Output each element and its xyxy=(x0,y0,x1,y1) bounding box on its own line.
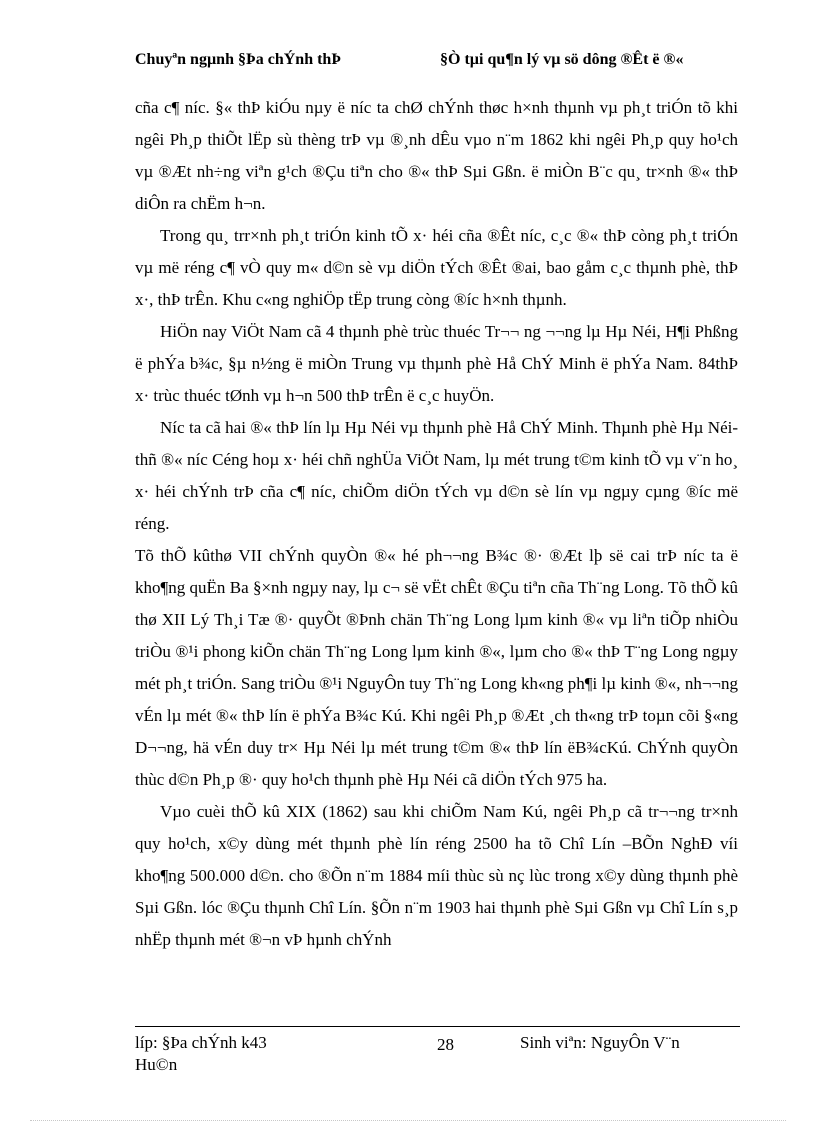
page-edge-divider xyxy=(30,1120,786,1121)
page-header xyxy=(135,50,740,94)
footer-divider xyxy=(135,1026,740,1027)
paragraph: HiÖn nay ViÖt Nam cã 4 thµnh phè trùc thuéc Tr¬¬ ng ¬¬ng lµ Hµ Néi, H¶i Phßng ë phÝa b¾c, §µ n½ng ë miÒn Trung vµ thµnh phè Hå ChÝ Minh ë phÝa Nam. 84thÞ x· trùc thuéc tØnh vµ h¬n 500 thÞ trÊn ë c¸c huyÖn. xyxy=(135,322,738,405)
paragraph: Vµo cuèi thÕ kû XIX (1862) sau khi chiÕm Nam Kú, ngêi Ph¸p cã tr¬¬ng tr×nh quy ho¹ch, x©y dùng mét thµnh phè lín réng 2500 ha tõ Chî Lín –BÕn NghÐ víi kho¶ng 500.000 d©n. cho ®Õn n¨m 1884 míi thùc sù nç lùc trong x©y dùng thµnh phè Sµi Gßn. lóc ®Çu thµnh Chî Lín. §Õn n¨m 1903 hai thµnh phè Sµi Gßn vµ Chî Lín s¸p nhËp thµnh mét ®¬n vÞ hµnh chÝnh xyxy=(135,802,738,949)
body-text xyxy=(135,92,738,956)
page-number: 28 xyxy=(437,1035,454,1054)
paragraph: Trong qu¸ trr×nh ph¸t triÓn kinh tÕ x· héi cña ®Êt níc, c¸c ®« thÞ còng ph¸t triÓn vµ më réng c¶ vÒ quy m« d©n sè vµ diÖn tÝch ®Êt ®ai, bao gåm c¸c thµnh phè, thÞ x·, thÞ trÊn. Khu c«ng nghiÖp tËp trung còng ®íc h×nh thµnh. xyxy=(135,226,738,309)
paragraph: cña c¶ níc. §« thÞ kiÓu nµy ë níc ta chØ chÝnh thøc h×nh thµnh vµ ph¸t triÓn tõ khi ngêi Ph¸p thiÕt lËp sù thèng trÞ vµ ®¸nh dÊu vµo n¨m 1862 khi ngêi Ph¸p quy ho¹ch vµ ®Æt nh÷ng viªn g¹ch ®Çu tiªn cho ®« thÞ Sµi Gßn. ë miÒn B¨c qu¸ tr×nh ®« thÞ diÔn ra chËm h¬n. xyxy=(135,98,738,213)
page-footer xyxy=(135,1032,740,1080)
footer-class: líp: §Þa chÝnh k43 Hu©n xyxy=(135,1033,267,1074)
footer-student: Sinh viªn: NguyÔn V¨n xyxy=(520,1033,680,1052)
paragraph: Níc ta cã hai ®« thÞ lín lµ Hµ Néi vµ thµnh phè Hå ChÝ Minh. Thµnh phè Hµ Néi-thñ ®« níc Céng hoµ x· héi chñ nghÜa ViÖt Nam, lµ mét trung t©m kinh tÕ vµ v¨n ho¸ x· héi chÝnh trÞ cña c¶ níc, chiÕm diÖn tÝch vµ d©n sè lín vµ ngµy cµng ®íc më réng. xyxy=(135,418,738,533)
header-major: Chuyªn ngµnh §Þa chÝnh thÞ xyxy=(135,51,342,68)
paragraph: Tõ thÕ kûthø VII chÝnh quyÒn ®« hé ph¬¬ng B¾c ®· ®Æt lþ së cai trÞ níc ta ë kho¶ng quËn Ba §×nh ngµy nay, lµ c¬ së vËt chÊt ®Çu tiªn cña Th¨ng Long. Tõ thÕ kû thø XII Lý Th¸i Tæ ®· quyÕt ®Þnh chän Th¨ng Long lµm kinh ®« vµ liªn tiÕp nhiÒu triÒu ®¹i phong kiÕn chän Th¨ng Long lµm kinh ®«, lµm cho ®« thÞ T¨ng Long ngµy mét ph¸t triÓn. Sang triÒu ®¹i NguyÔn tuy Th¨ng Long kh«ng ph¶i lµ kinh ®«, nh¬¬ng vÉn lµ mét ®« thÞ lín ë phÝa B¾c Kú. Khi ngêi Ph¸p ®Æt ¸ch th«ng trÞ toµn cõi §«ng D¬¬ng, hä vÉn duy tr× Hµ Néi lµ mét trung t©m ®« thÞ lín ëB¾cKú. ChÝnh quyÒn thùc d©n Ph¸p ®· quy ho¹ch thµnh phè Hµ Néi cã diÖn tÝch 975 ha. xyxy=(135,546,738,789)
header-topic: §Ò tµi qu¶n lý vµ sö dông ®Êt ë ®« xyxy=(440,51,684,68)
